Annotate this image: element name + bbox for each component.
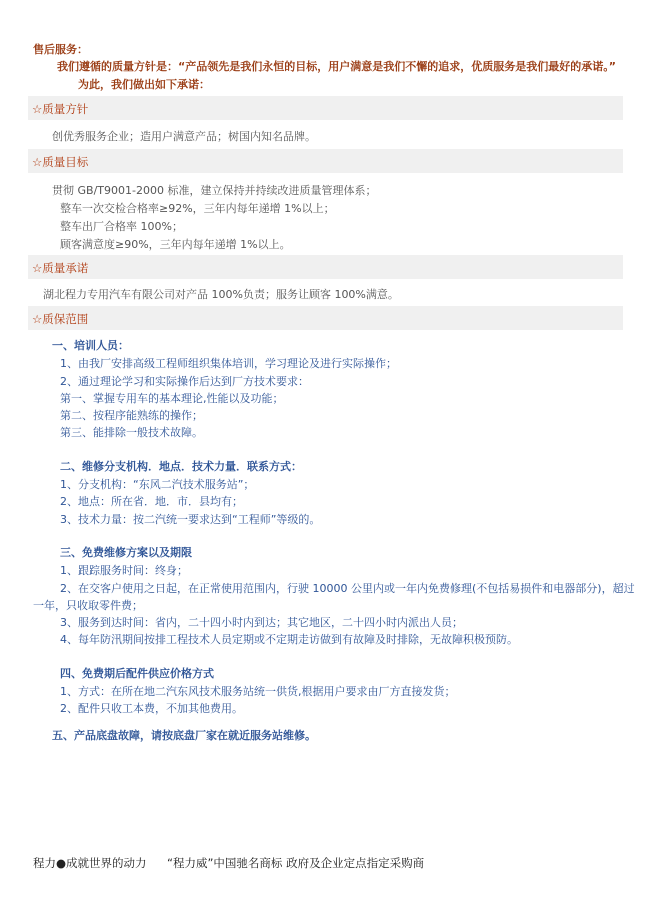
training-heading: 一、培训人员： [52,339,129,352]
branches-item: 1、分支机构：“东风二汽技术服务站”； [60,478,255,491]
free-repair-item-continued: 一年，只收取零件费； [33,599,143,612]
section-bar-warranty-scope [28,306,623,330]
section-title-warranty-scope: ☆质保范围 [32,312,89,326]
training-item: 1、由我厂安排高级工程师组织集体培训，学习理论及进行实际操作； [60,357,397,370]
training-item: 第二、按程序能熟练的操作； [60,409,203,422]
training-item: 第三、能排除一般技术故障。 [60,426,203,439]
branches-item: 2、地点：所在省．地．市．县均有； [60,495,243,508]
section-title-quality-policy: ☆质量方针 [32,102,89,116]
quality-policy-statement: 我们遵循的质量方针是：“产品领先是我们永恒的目标，用户满意是我们不懈的追求，优质服务是我们最好的承诺。” [57,60,616,73]
free-repair-item: 3、服务到达时间：省内，二十四小时内到达；其它地区，二十四小时内派出人员； [60,616,463,629]
free-repair-item: 2、在交客户使用之日起，在正常使用范围内，行驶 10000 公里内或一年内免费修理(不包括易损件和电器部分)，超过 [60,582,635,595]
quality-goal-line: 顾客满意度≥90%，三年内每年递增 1%以上。 [60,238,291,251]
branches-item: 3、技术力量：按二汽统一要求达到“工程师”等级的。 [60,513,321,526]
section-bar-quality-promise [28,255,623,279]
quality-goal-line: 整车出厂合格率 100%； [60,220,183,233]
section-bar-quality-goals [28,149,623,173]
free-repair-heading: 三、免费维修方案以及期限 [60,546,192,559]
parts-item: 1、方式：在所在地二汽东风技术服务站统一供货,根据用户要求由厂方直接发货； [60,685,456,698]
quality-promise-text: 湖北程力专用汽车有限公司对产品 100%负责；服务让顾客 100%满意。 [43,288,399,301]
quality-goal-line: 贯彻 GB/T9001-2000 标准，建立保持并持续改进质量管理体系； [52,184,377,197]
parts-heading: 四、免费期后配件供应价格方式 [60,667,214,680]
footer-slogan: 程力●成就世界的动力 [33,856,147,870]
footer-brand: “程力威”中国驰名商标 政府及企业定点指定采购商 [167,856,425,870]
parts-item: 2、配件只收工本费，不加其他费用。 [60,702,243,715]
free-repair-item: 1、跟踪服务时间：终身； [60,564,188,577]
section-bar-quality-policy [28,96,623,120]
section-title-quality-promise: ☆质量承诺 [32,261,89,275]
quality-goal-line: 整车一次交检合格率≥92%，三年内每年递增 1%以上； [60,202,335,215]
quality-policy-text: 创优秀服务企业；造用户满意产品；树国内知名品牌。 [52,130,316,143]
branches-heading: 二、维修分支机构．地点．技术力量．联系方式： [60,460,302,473]
commitment-intro: 为此，我们做出如下承诺： [78,78,210,91]
training-item: 2、通过理论学习和实际操作后达到厂方技术要求： [60,375,309,388]
chassis-heading: 五、产品底盘故障，请按底盘厂家在就近服务站维修。 [52,729,316,742]
free-repair-item: 4、每年防汛期间按排工程技术人员定期或不定期走访做到有故障及时排除，无故障积极预防。 [60,633,518,646]
training-item: 第一、掌握专用车的基本理论,性能以及功能； [60,392,284,405]
section-title-quality-goals: ☆质量目标 [32,155,89,169]
after-sales-heading: 售后服务： [33,43,88,56]
